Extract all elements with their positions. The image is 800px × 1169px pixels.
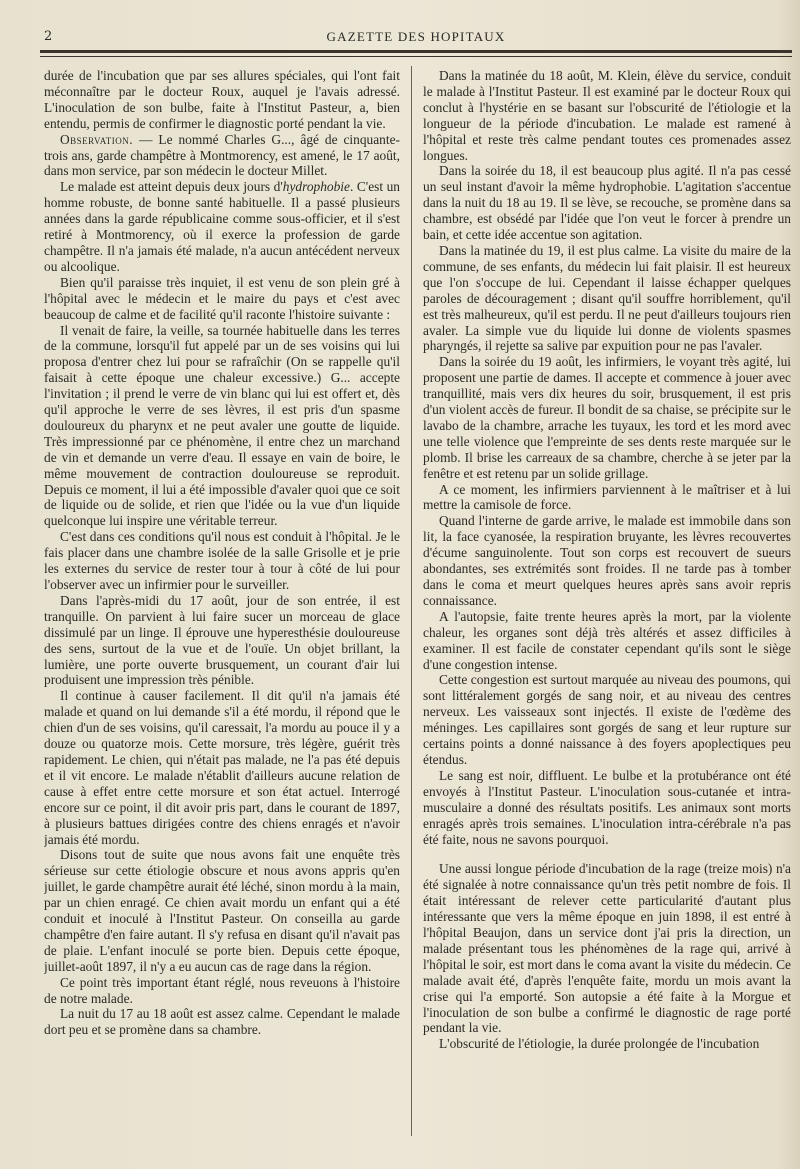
paragraph: La nuit du 17 au 18 août est assez calme. Cependant le malade dort peu et se promène dans sa chambre. (44, 1006, 400, 1038)
paragraph: Dans la soirée du 19 août, les infirmiers, le voyant très agité, lui proposent une partie de dames. Il accepte et commence à jouer avec tranquillité, mais vers dix heures du soir, brusquement, il est pris d'un violent accès de fureur. Il bondit de sa chaise, se précipite sur le lavabo de la chambre, arrache les tuyaux, les tord et les mord avec une telle violence que l'empreinte de ses dents reste marquée sur le plomb. Il brise les carreaux de sa chambre, cherche à se jeter par la fenêtre et est retenu par un solide grillage. (423, 354, 791, 481)
paragraph: Une aussi longue période d'incubation de la rage (treize mois) n'a été signalée à notre connaissance qu'un très petit nombre de fois. Il était intéressant de relever cette particularité d'autant plus intéressante que vers la même époque en juin 1898, il est entré à l'hôpital Beaujon, dans un service dont j'ai pris la direction, un malade présentant tous les phénomènes de la rage qui, arrivé à l'hôpital le soir, est mort dans le coma avant la visite du médecin. Ce malade avait été, d'après l'enquête faite, mordu un mois avant la crise qui l'a emporté. Son autopsie a été faite à la Morgue et l'inoculation de son bulbe a confirmé le diagnostic de rage porté pendant la vie. (423, 861, 791, 1036)
column-separator (411, 66, 412, 1136)
page-number: 2 (44, 29, 54, 44)
paragraph: Ce point très important étant réglé, nous reveuons à l'histoire de notre malade. (44, 974, 400, 1006)
observation-label: Observation. (60, 131, 134, 147)
header-rule-thin (40, 56, 792, 57)
paragraph: Dans la soirée du 18, il est beaucoup plus agité. Il n'a pas cessé un seul instant d'avoir la même hydrophobie. L'agitation s'accentue dans la nuit du 18 au 19. Il se lève, se recouche, se promène dans sa chambre, est obsédé par l'idée que l'on veut le forcer à prendre un bain, et cette idée accentue son agitation. (423, 163, 791, 243)
paragraph: Il venait de faire, la veille, sa tournée habituelle dans les terres de la commune, lorsqu'il fut appelé par un de ses voisins qui lui proposa d'entrer chez lui pour se rafraîchir (On se rappelle qu'il faisait à cette époque une chaleur excessive.) G... accepte l'invitation ; il prend le verre de vin blanc qui lui est offert et, dès qu'il approche le verre de ses lèvres, il est pris d'un spasme douloureux du pharynx et ne peut avaler une goutte de liquide. Très impressionné par ce phénomène, il entre chez un marchand de vin et demande un verre d'eau. Il essaye en vain de boire, le même mouvement de contraction douloureuse se reproduit. Depuis ce moment, il lui a été impossible d'avaler quoi que ce soit de liquide ou de solide, et rien que l'idée ou la vue d'un liquide quelconque lui inspire une véritable terreur. (44, 322, 400, 529)
paragraph: Quand l'interne de garde arrive, le malade est immobile dans son lit, la face cyanosée, la respiration bruyante, les lèvres recouvertes d'écume sanguinolente. Tout son corps est recouvert de sueurs abondantes, ses extrémités sont froides. Il ne tarde pas à tomber dans le coma et meurt quelques heures après sans avoir repris connaissance. (423, 513, 791, 608)
header-rule-thick (40, 50, 792, 53)
paragraph: Cette congestion est surtout marquée au niveau des poumons, qui sont littéralement gorgés de sang noir, et au niveau des centres nerveux. Les vaisseaux sont injectés. Il existe de l'œdème des méninges. Les capillaires sont gorgés de sang et leur rupture sur certains points a donné naissance à des foyers apoplectiques peu étendus. (423, 672, 791, 767)
text-run: . C'est un homme robuste, de bonne santé habituelle. Il a passé plusieurs années dans la garde républicaine comme sous-officier, et il s'est retiré à Montmorency, où il exerce la profession de garde champêtre. Il n'a jamais été malade, n'a aucun antécédent nerveux ou alcoolique. (44, 179, 400, 274)
text-run: Le malade est atteint depuis deux jours d' (60, 179, 283, 195)
page-header (40, 27, 792, 49)
right-column (423, 68, 791, 1158)
paragraph: Disons tout de suite que nous avons fait une enquête très sérieuse sur cette étiologie obscure et nous avons appris qu'en juillet, le garde champêtre aurait été léché, sinon mordu à la main, par un chien enragé. Ce chien avait mordu un enfant qui a été conduit et inoculé à l'Institut Pasteur. On conseilla au garde champêtre d'en faire autant. Il s'y refusa en disant qu'il n'avait pas de plaie. L'enfant inoculé se porte bien. Depuis cette époque, juillet-août 1897, il n'y a eu aucun cas de rage dans la région. (44, 847, 400, 974)
paragraph: durée de l'incubation que par ses allures spéciales, qui l'ont fait méconnaître par le docteur Roux, auquel je l'avais adressé. L'inoculation de son bulbe, faite à l'Institut Pasteur, a, bien entendu, permis de confirmer le diagnostic porté pendant la vie. (44, 68, 400, 131)
italic-term: hydrophobie (282, 179, 350, 195)
paragraph: Dans la matinée du 18 août, M. Klein, élève du service, conduit le malade à l'Institut Pasteur. Il est examiné par le docteur Roux qui conclut à l'hystérie en se basant sur l'obscurité de l'étiologie et la longueur de la période d'incubation. Le malade est ramené à l'hôpital et reste très calme pendant toutes ces promenades assez longues. (423, 68, 791, 163)
paragraph: C'est dans ces conditions qu'il nous est conduit à l'hôpital. Je le fais placer dans une chambre isolée de la salle Grisolle et je prie les externes du service de rester tour à tour à côté de lui pour l'observer avec un infirmier pour le surveiller. (44, 529, 400, 592)
observation-text: — Le nommé Charles G..., âgé de cinquante-trois ans, garde champêtre à Montmorency, est amené, le 17 août, dans mon service, par son médecin le docteur Millet. (44, 131, 400, 179)
paragraph: Dans la matinée du 19, il est plus calme. La visite du maire de la commune, de ses enfants, du médecin lui fait plaisir. Il est heureux que l'on s'occupe de lui. Cependant il laisse échapper quelques paroles de découragement ; disant qu'il souffre horriblement, qu'il est très malheureux, qu'il est perdu. Il ne peut d'ailleurs toujours rien avaler. La simple vue du liquide lui donne de violents spasmes pharyngés, il rejette sa salive par expuition pour ne pas l'avaler. (423, 242, 791, 354)
paragraph: Il continue à causer facilement. Il dit qu'il n'a jamais été malade et quand on lui demande s'il a été mordu, il répond que le chien d'un de ses voisins, qu'il caressait, l'a mordu au pouce il y a douze ou quatorze mois. Cette morsure, très légère, guérit très rapidement. Le chien, qui n'était pas malade, ne l'a pas été depuis et il vit encore. Le malade n'établit d'ailleurs aucune relation de cause à effet entre cette morsure et son état actuel. Interrogé encore sur ce point, il dit avoir pris part, dans le courant de 1897, à plusieurs battues dirigées contre des chiens enragés et n'avoir jamais été mordu. (44, 688, 400, 847)
paragraph: Le sang est noir, diffluent. Le bulbe et la protubérance ont été envoyés à l'Institut Pasteur. L'inoculation sous-cutanée et intra-musculaire a donné des résultats positifs. Les animaux sont morts enragés après trois semaines. L'inoculation intra-cérébrale n'a pas été faite, nous ne savons pourquoi. (423, 767, 791, 847)
paragraph: Bien qu'il paraisse très inquiet, il est venu de son plein gré à l'hôpital avec le médecin et le maire du pays et c'est avec beaucoup de calme et de facilité qu'il raconte l'histoire suivante : (44, 274, 400, 322)
left-column (44, 68, 400, 1158)
paragraph: A ce moment, les infirmiers parviennent à le maîtriser et à lui mettre la camisole de force. (423, 481, 791, 513)
paragraph: A l'autopsie, faite trente heures après la mort, par la violente chaleur, les organes sont déjà très altérés et assez difficiles à examiner. Il est facile de constater cependant qu'ils sont le siège d'une congestion intense. (423, 608, 791, 672)
paragraph (44, 179, 400, 274)
paragraph: Dans l'après-midi du 17 août, jour de son entrée, il est tranquille. On parvient à lui faire sucer un morceau de glace dissimulé par un linge. Il éprouve une hyperesthésie douloureuse des sens, surtout de la vue et de l'ouïe. Un objet brillant, la lumière, une porte ouverte brusquement, un courant d'air lui produisent une impression très pénible. (44, 592, 400, 688)
running-title: GAZETTE DES HOPITAUX (326, 29, 506, 44)
paragraph: L'obscurité de l'étiologie, la durée prolongée de l'incubation (439, 1036, 760, 1052)
observation-paragraph (44, 132, 400, 180)
